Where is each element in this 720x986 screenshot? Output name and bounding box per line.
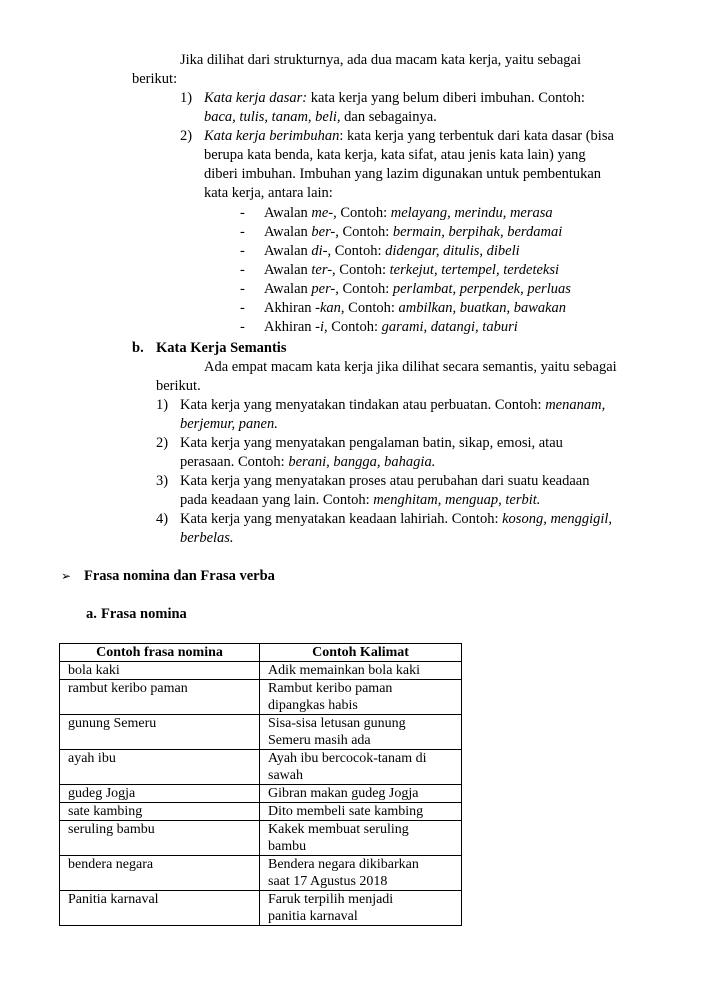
column-header: Contoh Kalimat bbox=[260, 644, 462, 662]
intro-line-2: berikut: bbox=[132, 71, 178, 87]
sentence-line: Sisa-sisa letusan gunung bbox=[268, 716, 406, 731]
affix-item bbox=[264, 318, 518, 336]
semantic-item-4-text: Kata kerja yang menyatakan keadaan lahiriah. Contoh: bbox=[180, 511, 503, 527]
table-row bbox=[60, 715, 462, 750]
affix-type: Awalan bbox=[264, 205, 312, 221]
semantic-item-2-number: 2) bbox=[156, 435, 169, 451]
frasa-heading: Frasa nomina dan Frasa verba bbox=[84, 568, 275, 584]
table-header-row bbox=[60, 644, 462, 662]
sentence-line: bambu bbox=[268, 839, 307, 854]
semantic-item-1-text: Kata kerja yang menyatakan tindakan atau perbuatan. Contoh: bbox=[180, 397, 546, 413]
affix-contoh: , Contoh: bbox=[332, 262, 390, 278]
affix-examples: ambilkan, buatkan, bawakan bbox=[398, 300, 567, 316]
sentence-line: Adik memainkan bola kaki bbox=[268, 663, 421, 678]
affix-dash: - bbox=[240, 300, 245, 316]
affix-type: Awalan bbox=[264, 281, 312, 297]
sentence-cell bbox=[260, 891, 462, 926]
sentence-line: panitia karnaval bbox=[268, 909, 358, 924]
affix-dash: - bbox=[240, 243, 245, 259]
affix-value: ter- bbox=[311, 262, 333, 278]
affix-type: Akhiran bbox=[264, 300, 316, 316]
struct-item-1-line-2 bbox=[204, 108, 437, 126]
affix-item bbox=[264, 223, 562, 241]
affix-type: Awalan bbox=[264, 262, 312, 278]
affix-value: di- bbox=[311, 243, 328, 259]
sentence-cell bbox=[260, 715, 462, 750]
intro-line-1: Jika dilihat dari strukturnya, ada dua macam kata kerja, yaitu sebagai bbox=[180, 52, 582, 68]
sentence-line: Kakek membuat seruling bbox=[268, 822, 409, 837]
sentence-line: Rambut keribo paman bbox=[268, 681, 393, 696]
struct-item-2-line-1 bbox=[204, 127, 614, 145]
semantic-item-4-number: 4) bbox=[156, 511, 169, 527]
affix-item bbox=[264, 204, 553, 222]
semantic-item-1-line-2: berjemur, panen. bbox=[180, 416, 278, 432]
semantic-item-1-examples: menanam, bbox=[545, 397, 606, 413]
table-row bbox=[60, 750, 462, 785]
affix-examples: perlambat, perpendek, perluas bbox=[392, 281, 571, 297]
semantic-item-3-contoh: pada keadaan yang lain. Contoh: bbox=[180, 492, 374, 508]
affix-value: per- bbox=[311, 281, 336, 297]
struct-item-1-def: kata kerja yang belum diberi imbuhan. Contoh: bbox=[307, 90, 585, 106]
semantic-item-3-examples: menghitam, menguap, terbit. bbox=[373, 492, 541, 508]
sentence-line: Ayah ibu bercocok-tanam di bbox=[268, 751, 427, 766]
struct-item-1-examples: baca, tulis, tanam, beli, bbox=[204, 109, 341, 125]
affix-type: Awalan bbox=[264, 243, 312, 259]
affix-dash: - bbox=[240, 205, 245, 221]
affix-value: -i bbox=[315, 319, 324, 335]
sentence-line: sawah bbox=[268, 768, 303, 783]
sentence-line: Bendera negara dikibarkan bbox=[268, 857, 419, 872]
affix-contoh: , Contoh: bbox=[340, 300, 399, 316]
struct-item-1-line-1 bbox=[204, 89, 585, 107]
struct-item-2-term: Kata kerja berimbuhan bbox=[204, 128, 340, 144]
sentence-line: Semeru masih ada bbox=[268, 733, 371, 748]
affix-item bbox=[264, 299, 566, 317]
affix-contoh: , Contoh: bbox=[327, 243, 386, 259]
struct-item-1-tail: dan sebagainya. bbox=[340, 109, 437, 125]
affix-examples: terkejut, tertempel, terdeteksi bbox=[389, 262, 560, 278]
affix-contoh: , Contoh: bbox=[324, 319, 382, 335]
affix-contoh: , Contoh: bbox=[335, 224, 393, 240]
semantic-item-3-line-2 bbox=[180, 491, 540, 509]
affix-item bbox=[264, 280, 571, 298]
semantic-heading-label: b. bbox=[132, 340, 144, 356]
semantic-intro-line-2: berikut. bbox=[156, 378, 201, 394]
struct-item-2-line-2: berupa kata benda, kata kerja, kata sifat, atau jenis kata lain) yang bbox=[204, 147, 586, 163]
semantic-item-1-number: 1) bbox=[156, 397, 169, 413]
semantic-item-2-line-1: Kata kerja yang menyatakan pengalaman batin, sikap, emosi, atau bbox=[180, 435, 563, 451]
struct-item-2-def: : kata kerja yang terbentuk dari kata dasar (bisa bbox=[339, 128, 614, 144]
phrase-cell: sate kambing bbox=[60, 803, 260, 821]
phrase-cell: ayah ibu bbox=[60, 750, 260, 785]
table-row bbox=[60, 891, 462, 926]
table-row bbox=[60, 662, 462, 680]
phrase-cell: bola kaki bbox=[60, 662, 260, 680]
phrase-cell: gunung Semeru bbox=[60, 715, 260, 750]
sentence-line: dipangkas habis bbox=[268, 698, 358, 713]
affix-value: me- bbox=[311, 205, 334, 221]
arrow-bullet-icon: ➢ bbox=[61, 569, 72, 583]
sentence-cell bbox=[260, 750, 462, 785]
struct-item-2-number: 2) bbox=[180, 128, 193, 144]
semantic-item-4-examples: kosong, menggigil, bbox=[502, 511, 613, 527]
sentence-line: Faruk terpilih menjadi bbox=[268, 892, 394, 907]
affix-contoh: , Contoh: bbox=[335, 281, 393, 297]
struct-item-1-term: Kata kerja dasar: bbox=[204, 90, 308, 106]
table-row bbox=[60, 680, 462, 715]
phrase-cell: bendera negara bbox=[60, 856, 260, 891]
affix-dash: - bbox=[240, 262, 245, 278]
frasa-sub-heading: Frasa nomina bbox=[101, 606, 187, 622]
phrase-cell: Panitia karnaval bbox=[60, 891, 260, 926]
affix-value: -kan bbox=[315, 300, 341, 316]
affix-dash: - bbox=[240, 281, 245, 297]
affix-examples: garami, datangi, taburi bbox=[381, 319, 518, 335]
sentence-cell bbox=[260, 785, 462, 803]
sentence-cell bbox=[260, 821, 462, 856]
sentence-line: Gibran makan gudeg Jogja bbox=[268, 786, 419, 801]
semantic-item-3-line-1: Kata kerja yang menyatakan proses atau perubahan dari suatu keadaan bbox=[180, 473, 590, 489]
affix-type: Akhiran bbox=[264, 319, 316, 335]
table-row bbox=[60, 803, 462, 821]
table-row bbox=[60, 821, 462, 856]
semantic-item-2-examples: berani, bangga, bahagia. bbox=[288, 454, 436, 470]
sentence-line: saat 17 Agustus 2018 bbox=[268, 874, 388, 889]
column-header: Contoh frasa nomina bbox=[60, 644, 260, 662]
frasa-sub-label: a. bbox=[86, 606, 97, 622]
affix-examples: melayang, merindu, merasa bbox=[390, 205, 553, 221]
semantic-item-4-line-2: berbelas. bbox=[180, 530, 234, 546]
table-row bbox=[60, 785, 462, 803]
semantic-item-4-line-1 bbox=[180, 510, 612, 528]
affix-item bbox=[264, 261, 559, 279]
affix-dash: - bbox=[240, 224, 245, 240]
frasa-nomina-table bbox=[59, 643, 462, 926]
struct-item-2-line-3: diberi imbuhan. Imbuhan yang lazim digunakan untuk pembentukan bbox=[204, 166, 602, 182]
sentence-cell bbox=[260, 680, 462, 715]
sentence-cell bbox=[260, 662, 462, 680]
semantic-item-1-line-1 bbox=[180, 396, 605, 414]
affix-type: Awalan bbox=[264, 224, 312, 240]
sentence-line: Dito membeli sate kambing bbox=[268, 804, 424, 819]
semantic-item-2-line-2 bbox=[180, 453, 435, 471]
phrase-cell: gudeg Jogja bbox=[60, 785, 260, 803]
affix-item bbox=[264, 242, 520, 260]
struct-item-1-number: 1) bbox=[180, 90, 193, 106]
semantic-item-2-contoh: perasaan. Contoh: bbox=[180, 454, 289, 470]
sentence-cell bbox=[260, 856, 462, 891]
affix-dash: - bbox=[240, 319, 245, 335]
semantic-item-3-number: 3) bbox=[156, 473, 169, 489]
struct-item-2-line-4: kata kerja, antara lain: bbox=[204, 185, 333, 201]
affix-examples: bermain, berpihak, berdamai bbox=[392, 224, 563, 240]
affix-examples: didengar, ditulis, dibeli bbox=[385, 243, 520, 259]
affix-contoh: , Contoh: bbox=[333, 205, 391, 221]
semantic-intro-line-1: Ada empat macam kata kerja jika dilihat secara semantis, yaitu sebagai bbox=[204, 359, 617, 375]
phrase-cell: seruling bambu bbox=[60, 821, 260, 856]
semantic-heading: Kata Kerja Semantis bbox=[156, 340, 287, 356]
phrase-cell: rambut keribo paman bbox=[60, 680, 260, 715]
sentence-cell bbox=[260, 803, 462, 821]
table-row bbox=[60, 856, 462, 891]
affix-value: ber- bbox=[311, 224, 336, 240]
